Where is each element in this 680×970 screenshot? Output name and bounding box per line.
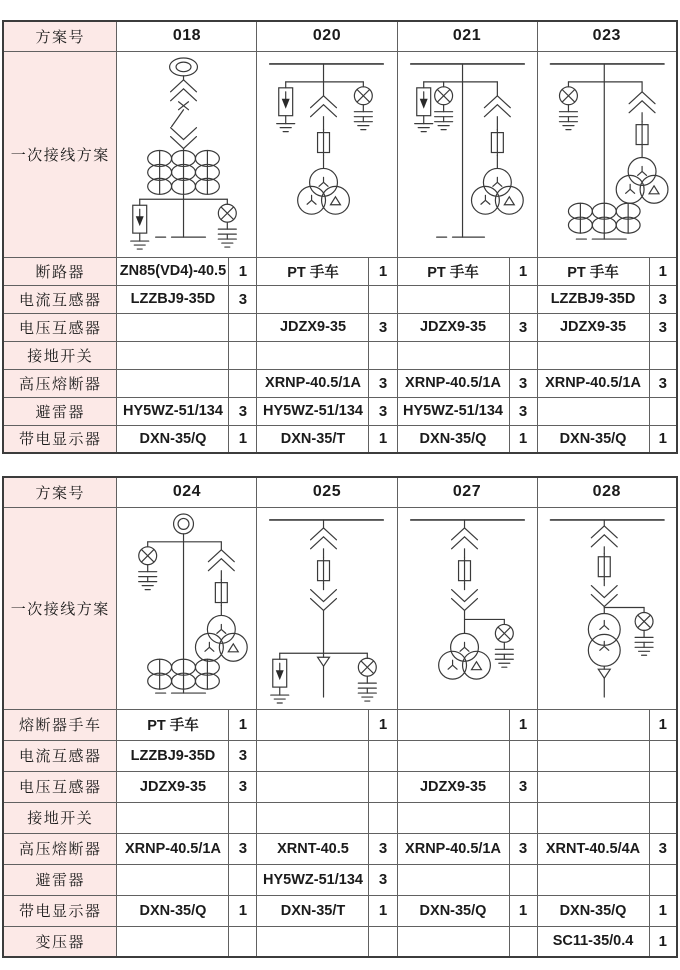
qty-cell: 1 bbox=[369, 895, 397, 926]
scheme-number-025: 025 bbox=[257, 477, 397, 507]
qty-cell: 1 bbox=[369, 425, 397, 453]
model-cell: XRNP-40.5/1A bbox=[397, 833, 509, 864]
component-row bbox=[3, 833, 677, 864]
model-cell bbox=[117, 802, 229, 833]
qty-cell bbox=[509, 740, 537, 771]
qty-cell: 1 bbox=[229, 257, 257, 285]
model-cell bbox=[537, 864, 649, 895]
model-cell: ZN85(VD4)-40.5 bbox=[117, 257, 229, 285]
diagram-row bbox=[3, 51, 677, 257]
qty-cell: 3 bbox=[509, 771, 537, 802]
qty-cell bbox=[649, 341, 677, 369]
component-row bbox=[3, 341, 677, 369]
qty-cell bbox=[369, 740, 397, 771]
model-cell bbox=[117, 369, 229, 397]
scheme-number-020: 020 bbox=[257, 21, 397, 51]
model-cell bbox=[537, 740, 649, 771]
component-row bbox=[3, 802, 677, 833]
model-cell bbox=[397, 802, 509, 833]
scheme-table-1 bbox=[2, 20, 678, 454]
component-label: 电压互感器 bbox=[3, 771, 117, 802]
qty-cell: 1 bbox=[229, 425, 257, 453]
qty-cell: 3 bbox=[509, 833, 537, 864]
diagram-row-label: 一次接线方案 bbox=[3, 507, 117, 709]
model-cell: PT 手车 bbox=[117, 709, 229, 740]
model-cell bbox=[117, 926, 229, 957]
model-cell: HY5WZ-51/134 bbox=[257, 864, 369, 895]
qty-cell bbox=[229, 341, 257, 369]
scheme-header-row bbox=[3, 21, 677, 51]
model-cell: JDZX9-35 bbox=[397, 771, 509, 802]
model-cell bbox=[117, 864, 229, 895]
model-cell: LZZBJ9-35D bbox=[537, 285, 649, 313]
model-cell bbox=[397, 864, 509, 895]
component-label: 熔断器手车 bbox=[3, 709, 117, 740]
qty-cell: 3 bbox=[229, 740, 257, 771]
qty-cell: 1 bbox=[509, 709, 537, 740]
model-cell: DXN-35/Q bbox=[397, 425, 509, 453]
model-cell: PT 手车 bbox=[257, 257, 369, 285]
model-cell: XRNP-40.5/1A bbox=[257, 369, 369, 397]
qty-cell: 3 bbox=[509, 369, 537, 397]
qty-cell: 3 bbox=[649, 285, 677, 313]
model-cell: LZZBJ9-35D bbox=[117, 740, 229, 771]
qty-cell: 3 bbox=[509, 313, 537, 341]
qty-cell bbox=[509, 802, 537, 833]
scheme-number-023: 023 bbox=[537, 21, 677, 51]
qty-cell bbox=[649, 771, 677, 802]
qty-cell: 1 bbox=[229, 895, 257, 926]
qty-cell: 1 bbox=[649, 709, 677, 740]
component-row bbox=[3, 313, 677, 341]
qty-cell bbox=[649, 740, 677, 771]
qty-cell: 1 bbox=[229, 709, 257, 740]
component-row bbox=[3, 257, 677, 285]
qty-cell: 1 bbox=[509, 425, 537, 453]
model-cell: DXN-35/Q bbox=[537, 425, 649, 453]
scheme-number-018: 018 bbox=[117, 21, 257, 51]
qty-cell: 3 bbox=[229, 397, 257, 425]
component-row bbox=[3, 926, 677, 957]
model-cell: XRNP-40.5/1A bbox=[537, 369, 649, 397]
qty-cell bbox=[369, 285, 397, 313]
diagram-row-label: 一次接线方案 bbox=[3, 51, 117, 257]
model-cell bbox=[397, 740, 509, 771]
component-row bbox=[3, 369, 677, 397]
model-cell bbox=[117, 341, 229, 369]
model-cell: LZZBJ9-35D bbox=[117, 285, 229, 313]
component-label: 接地开关 bbox=[3, 341, 117, 369]
qty-cell bbox=[369, 341, 397, 369]
qty-cell: 3 bbox=[369, 833, 397, 864]
model-cell: PT 手车 bbox=[397, 257, 509, 285]
model-cell bbox=[397, 926, 509, 957]
scheme-number-028: 028 bbox=[537, 477, 677, 507]
wiring-diagram-027 bbox=[397, 507, 537, 709]
component-label: 避雷器 bbox=[3, 397, 117, 425]
model-cell bbox=[257, 285, 369, 313]
component-row bbox=[3, 895, 677, 926]
model-cell bbox=[537, 771, 649, 802]
component-label: 变压器 bbox=[3, 926, 117, 957]
model-cell bbox=[257, 341, 369, 369]
component-row bbox=[3, 864, 677, 895]
qty-cell bbox=[229, 313, 257, 341]
qty-cell: 1 bbox=[649, 926, 677, 957]
qty-cell bbox=[229, 802, 257, 833]
qty-cell bbox=[509, 926, 537, 957]
qty-cell bbox=[229, 926, 257, 957]
qty-cell bbox=[369, 926, 397, 957]
model-cell: HY5WZ-51/134 bbox=[257, 397, 369, 425]
wiring-diagram-028 bbox=[537, 507, 677, 709]
model-cell: JDZX9-35 bbox=[397, 313, 509, 341]
component-label: 电压互感器 bbox=[3, 313, 117, 341]
model-cell bbox=[257, 709, 369, 740]
qty-cell bbox=[369, 802, 397, 833]
qty-cell bbox=[369, 771, 397, 802]
model-cell bbox=[257, 740, 369, 771]
qty-cell: 3 bbox=[649, 833, 677, 864]
qty-cell: 3 bbox=[369, 369, 397, 397]
qty-cell bbox=[229, 864, 257, 895]
component-row bbox=[3, 397, 677, 425]
qty-cell: 3 bbox=[649, 369, 677, 397]
model-cell: JDZX9-35 bbox=[117, 771, 229, 802]
component-row bbox=[3, 771, 677, 802]
model-cell: PT 手车 bbox=[537, 257, 649, 285]
model-cell: XRNT-40.5/4A bbox=[537, 833, 649, 864]
model-cell bbox=[537, 397, 649, 425]
model-cell: JDZX9-35 bbox=[537, 313, 649, 341]
qty-cell bbox=[649, 397, 677, 425]
qty-cell: 1 bbox=[649, 895, 677, 926]
wiring-diagram-020 bbox=[257, 51, 397, 257]
model-cell bbox=[397, 341, 509, 369]
qty-cell: 3 bbox=[369, 397, 397, 425]
qty-cell: 1 bbox=[509, 895, 537, 926]
component-label: 电流互感器 bbox=[3, 285, 117, 313]
model-cell: JDZX9-35 bbox=[257, 313, 369, 341]
wiring-diagram-024 bbox=[117, 507, 257, 709]
wiring-diagram-021 bbox=[397, 51, 537, 257]
model-cell: DXN-35/T bbox=[257, 425, 369, 453]
component-row bbox=[3, 740, 677, 771]
wiring-diagram-023 bbox=[537, 51, 677, 257]
qty-cell: 3 bbox=[649, 313, 677, 341]
corner-header: 方案号 bbox=[3, 477, 117, 507]
scheme-number-027: 027 bbox=[397, 477, 537, 507]
component-label: 高压熔断器 bbox=[3, 369, 117, 397]
qty-cell bbox=[229, 369, 257, 397]
qty-cell: 3 bbox=[229, 771, 257, 802]
wiring-diagram-018 bbox=[117, 51, 257, 257]
qty-cell: 3 bbox=[369, 864, 397, 895]
wiring-diagram-025 bbox=[257, 507, 397, 709]
model-cell: HY5WZ-51/134 bbox=[117, 397, 229, 425]
scheme-header-row bbox=[3, 477, 677, 507]
model-cell: DXN-35/Q bbox=[117, 895, 229, 926]
model-cell: DXN-35/T bbox=[257, 895, 369, 926]
qty-cell: 1 bbox=[369, 709, 397, 740]
component-label: 避雷器 bbox=[3, 864, 117, 895]
component-label: 高压熔断器 bbox=[3, 833, 117, 864]
model-cell: XRNP-40.5/1A bbox=[117, 833, 229, 864]
qty-cell: 3 bbox=[229, 285, 257, 313]
model-cell: DXN-35/Q bbox=[537, 895, 649, 926]
qty-cell: 1 bbox=[509, 257, 537, 285]
model-cell: DXN-35/Q bbox=[117, 425, 229, 453]
qty-cell bbox=[509, 285, 537, 313]
scheme-number-021: 021 bbox=[397, 21, 537, 51]
model-cell: XRNP-40.5/1A bbox=[397, 369, 509, 397]
model-cell bbox=[257, 771, 369, 802]
scheme-table-2 bbox=[2, 476, 678, 958]
model-cell bbox=[397, 709, 509, 740]
model-cell bbox=[537, 341, 649, 369]
model-cell bbox=[397, 285, 509, 313]
qty-cell: 1 bbox=[649, 257, 677, 285]
qty-cell: 3 bbox=[509, 397, 537, 425]
model-cell bbox=[257, 802, 369, 833]
model-cell bbox=[537, 802, 649, 833]
corner-header: 方案号 bbox=[3, 21, 117, 51]
component-label: 断路器 bbox=[3, 257, 117, 285]
diagram-row bbox=[3, 507, 677, 709]
model-cell bbox=[537, 709, 649, 740]
qty-cell: 1 bbox=[369, 257, 397, 285]
scheme-number-024: 024 bbox=[117, 477, 257, 507]
component-label: 带电显示器 bbox=[3, 425, 117, 453]
component-label: 接地开关 bbox=[3, 802, 117, 833]
component-label: 电流互感器 bbox=[3, 740, 117, 771]
model-cell: SC11-35/0.4 bbox=[537, 926, 649, 957]
model-cell: DXN-35/Q bbox=[397, 895, 509, 926]
model-cell bbox=[257, 926, 369, 957]
model-cell bbox=[117, 313, 229, 341]
qty-cell bbox=[509, 864, 537, 895]
model-cell: XRNT-40.5 bbox=[257, 833, 369, 864]
model-cell: HY5WZ-51/134 bbox=[397, 397, 509, 425]
qty-cell: 1 bbox=[649, 425, 677, 453]
qty-cell bbox=[649, 802, 677, 833]
qty-cell: 3 bbox=[369, 313, 397, 341]
qty-cell bbox=[649, 864, 677, 895]
qty-cell: 3 bbox=[229, 833, 257, 864]
component-row bbox=[3, 285, 677, 313]
component-label: 带电显示器 bbox=[3, 895, 117, 926]
component-row bbox=[3, 425, 677, 453]
qty-cell bbox=[509, 341, 537, 369]
component-row bbox=[3, 709, 677, 740]
